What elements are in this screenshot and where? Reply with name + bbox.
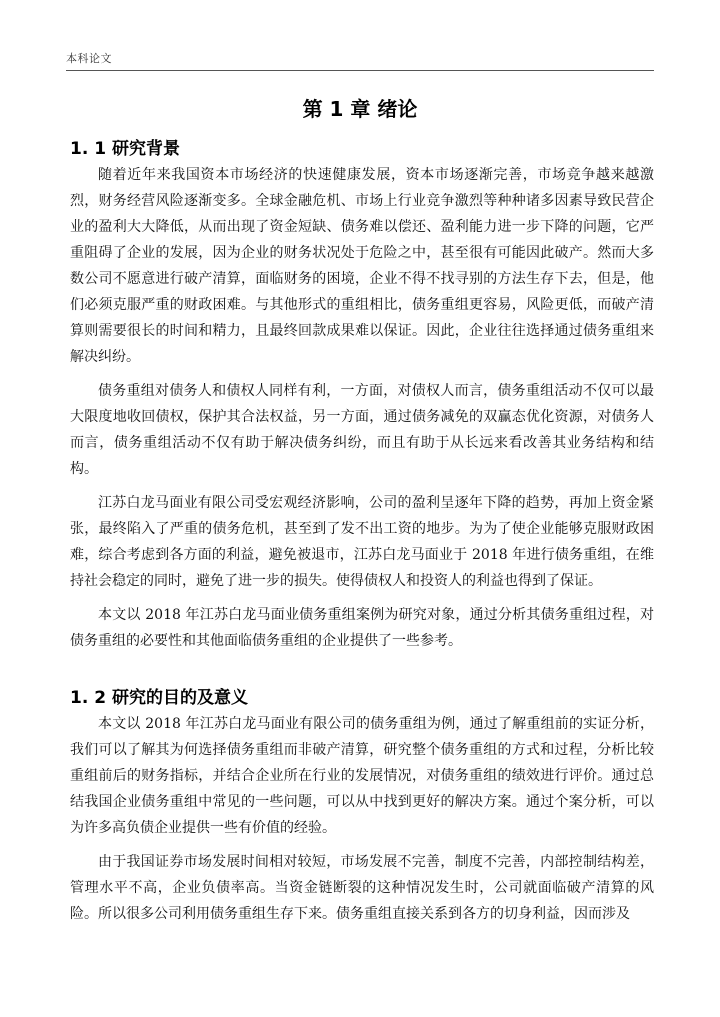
header-divider: [66, 70, 654, 71]
paragraph: 本文以 2018 年江苏白龙马面业有限公司的债务重组为例，通过了解重组前的实证分析，我们可以了解其为何选择债务重组而非破产清算，研究整个债务重组的方式和过程，分析比较重组前后的财务指标，并结合企业所在行业的发展情况，对债务重组的绩效进行评价。通过总结我国企业债务重组中常见的一些问题，可以从中找到更好的解决方案。通过个案分析，可以为许多高负债企业提供一些有价值的经验。: [70, 716, 654, 836]
paragraph: 债务重组对债务人和债权人同样有利，一方面，对债权人而言，债务重组活动不仅可以最大限度地收回债权，保护其合法权益，另一方面，通过债务减免的双赢态优化资源，对债务人而言，债务重组活动不仅有助于解决债务纠纷，而且有助于从长远来看改善其业务结构和结构。: [70, 383, 654, 477]
paragraph: 随着近年来我国资本市场经济的快速健康发展，资本市场逐渐完善，市场竞争越来越激烈，财务经营风险逐渐变多。全球金融危机、市场上行业竞争激烈等种种诸多因素导致民营企业的盈利大大降低，从而出现了资金短缺、债务难以偿还、盈利能力进一步下降的问题，它严重阻碍了企业的发展，因为企业的财务状况处于危险之中，甚至很有可能因此破产。然而大多数公司不愿意进行破产清算，面临财务的困境，企业不得不找寻别的方法生存下去，但是，他们必须克服严重的财政困难。与其他形式的重组相比，债务重组更容易，风险更低，而破产清算则需要很长的时间和精力，且最终回款成果难以保证。因此，企业往往选择通过债务重组来解决纠纷。: [70, 167, 654, 365]
chapter-title: 第 1 章 绪论: [302, 97, 418, 121]
section-title-purpose: 1. 2 研究的目的及意义: [70, 688, 248, 708]
page-header-label: 本科论文: [66, 52, 112, 65]
paragraph: 本文以 2018 年江苏白龙马面业债务重组案例为研究对象，通过分析其债务重组过程，对债务重组的必要性和其他面临债务重组的企业提供了一些参考。: [70, 607, 654, 649]
paragraph: 江苏白龙马面业有限公司受宏观经济影响，公司的盈利呈逐年下降的趋势，再加上资金紧张，最终陷入了严重的债务危机，甚至到了发不出工资的地步。为为了使企业能够克服财政困难，综合考虑到各方面的利益，避免被退市，江苏白龙马面业于 2018 年进行债务重组，在维持社会稳定的同时，避免了进一步的损失。使得债权人和投资人的利益也得到了保证。: [70, 495, 654, 589]
section-title-background: 1. 1 研究背景: [70, 139, 180, 159]
section-body-purpose: [70, 711, 654, 935]
section-body-background: [70, 162, 654, 662]
paragraph: 由于我国证券市场发展时间相对较短，市场发展不完善，制度不完善，内部控制结构差，管理水平不高，企业负债率高。当资金链断裂的这种情况发生时，公司就面临破产清算的风险。所以很多公司利用债务重组生存下来。债务重组直接关系到各方的切身利益，因而涉及: [70, 854, 654, 922]
